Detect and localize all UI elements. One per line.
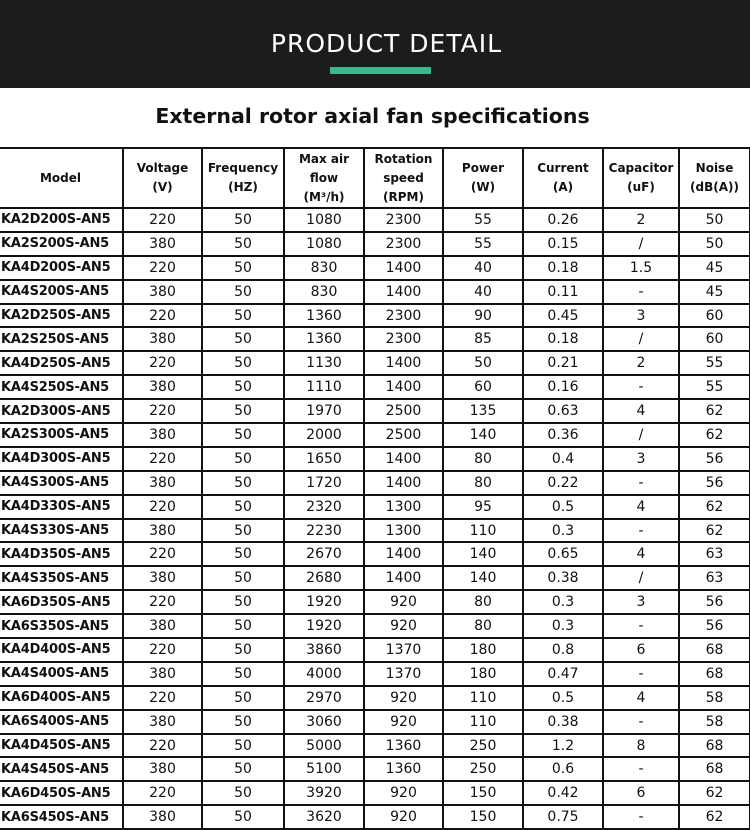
cell-power: 90 (443, 304, 523, 328)
cell-rotation-speed: 1400 (364, 375, 443, 399)
cell-noise: 68 (679, 734, 750, 758)
cell-rotation-speed: 1400 (364, 447, 443, 471)
cell-max-air-flow: 2320 (284, 495, 364, 519)
cell-rotation-speed: 1370 (364, 662, 443, 686)
cell-frequency: 50 (202, 232, 284, 256)
cell-model: KA4S330S-AN5 (0, 519, 123, 543)
cell-capacitor: - (603, 614, 679, 638)
column-header-line: (V) (152, 180, 173, 194)
cell-rotation-speed: 1400 (364, 542, 443, 566)
cell-capacitor: - (603, 375, 679, 399)
cell-voltage: 220 (123, 495, 202, 519)
table-row (0, 662, 750, 686)
cell-capacitor: / (603, 232, 679, 256)
cell-current: 0.36 (523, 423, 603, 447)
cell-frequency: 50 (202, 256, 284, 280)
cell-noise: 62 (679, 519, 750, 543)
table-row (0, 590, 750, 614)
cell-current: 0.6 (523, 757, 603, 781)
cell-capacitor: 3 (603, 590, 679, 614)
cell-voltage: 380 (123, 232, 202, 256)
cell-rotation-speed: 1300 (364, 519, 443, 543)
cell-max-air-flow: 1920 (284, 614, 364, 638)
table-row (0, 351, 750, 375)
spec-table (0, 147, 750, 830)
cell-frequency: 50 (202, 734, 284, 758)
cell-noise: 58 (679, 686, 750, 710)
cell-frequency: 50 (202, 519, 284, 543)
cell-current: 0.42 (523, 781, 603, 805)
column-header-line: Noise (695, 161, 734, 175)
column-header-line: (W) (470, 180, 496, 194)
cell-noise: 63 (679, 566, 750, 590)
cell-noise: 56 (679, 471, 750, 495)
cell-max-air-flow: 2000 (284, 423, 364, 447)
column-header-line: (dB(A)) (690, 180, 739, 194)
cell-capacitor: 2 (603, 351, 679, 375)
cell-capacitor: / (603, 566, 679, 590)
cell-model: KA4D300S-AN5 (0, 447, 123, 471)
cell-max-air-flow: 1360 (284, 304, 364, 328)
cell-power: 80 (443, 614, 523, 638)
cell-power: 140 (443, 542, 523, 566)
cell-power: 110 (443, 686, 523, 710)
cell-noise: 62 (679, 781, 750, 805)
cell-max-air-flow: 1080 (284, 232, 364, 256)
cell-current: 0.18 (523, 327, 603, 351)
column-header-line: Current (537, 161, 589, 175)
cell-capacitor: 4 (603, 686, 679, 710)
column-header-line: Max air flow (298, 151, 350, 185)
cell-noise: 68 (679, 662, 750, 686)
cell-noise: 45 (679, 256, 750, 280)
cell-frequency: 50 (202, 710, 284, 734)
cell-noise: 50 (679, 208, 750, 232)
cell-max-air-flow: 1650 (284, 447, 364, 471)
cell-frequency: 50 (202, 399, 284, 423)
cell-rotation-speed: 1400 (364, 566, 443, 590)
cell-voltage: 380 (123, 471, 202, 495)
table-row (0, 757, 750, 781)
cell-capacitor: / (603, 327, 679, 351)
cell-current: 0.8 (523, 638, 603, 662)
cell-current: 0.15 (523, 232, 603, 256)
cell-power: 95 (443, 495, 523, 519)
cell-current: 1.2 (523, 734, 603, 758)
column-header-line: (RPM) (383, 189, 424, 204)
cell-current: 0.4 (523, 447, 603, 471)
cell-capacitor: - (603, 662, 679, 686)
cell-noise: 68 (679, 757, 750, 781)
cell-rotation-speed: 2500 (364, 423, 443, 447)
cell-voltage: 380 (123, 423, 202, 447)
cell-frequency: 50 (202, 566, 284, 590)
cell-frequency: 50 (202, 542, 284, 566)
table-row (0, 519, 750, 543)
cell-power: 60 (443, 375, 523, 399)
cell-voltage: 380 (123, 662, 202, 686)
cell-current: 0.16 (523, 375, 603, 399)
cell-voltage: 220 (123, 256, 202, 280)
cell-frequency: 50 (202, 781, 284, 805)
cell-voltage: 380 (123, 280, 202, 304)
cell-voltage: 220 (123, 447, 202, 471)
table-row (0, 686, 750, 710)
cell-frequency: 50 (202, 662, 284, 686)
cell-voltage: 220 (123, 351, 202, 375)
cell-voltage: 220 (123, 781, 202, 805)
cell-noise: 45 (679, 280, 750, 304)
cell-max-air-flow: 1110 (284, 375, 364, 399)
cell-voltage: 220 (123, 304, 202, 328)
cell-rotation-speed: 1400 (364, 471, 443, 495)
cell-noise: 55 (679, 375, 750, 399)
cell-capacitor: - (603, 757, 679, 781)
cell-capacitor: 3 (603, 304, 679, 328)
table-row (0, 495, 750, 519)
cell-voltage: 220 (123, 734, 202, 758)
cell-rotation-speed: 1300 (364, 495, 443, 519)
cell-rotation-speed: 920 (364, 805, 443, 829)
cell-rotation-speed: 920 (364, 590, 443, 614)
cell-current: 0.47 (523, 662, 603, 686)
cell-voltage: 380 (123, 805, 202, 829)
cell-model: KA4D400S-AN5 (0, 638, 123, 662)
column-header-line: Rotation (374, 151, 433, 166)
cell-max-air-flow: 2230 (284, 519, 364, 543)
cell-model: KA6D400S-AN5 (0, 686, 123, 710)
cell-current: 0.65 (523, 542, 603, 566)
cell-max-air-flow: 1920 (284, 590, 364, 614)
table-row (0, 805, 750, 829)
cell-capacitor: 8 (603, 734, 679, 758)
cell-capacitor: - (603, 805, 679, 829)
cell-noise: 58 (679, 710, 750, 734)
cell-power: 110 (443, 710, 523, 734)
cell-noise: 56 (679, 614, 750, 638)
cell-voltage: 380 (123, 327, 202, 351)
cell-model: KA4D250S-AN5 (0, 351, 123, 375)
cell-capacitor: 1.5 (603, 256, 679, 280)
cell-capacitor: 4 (603, 495, 679, 519)
cell-power: 80 (443, 471, 523, 495)
cell-max-air-flow: 2680 (284, 566, 364, 590)
column-header-line: (M³/h) (303, 189, 345, 204)
table-body (0, 208, 750, 829)
column-header-max-air-flow (284, 148, 364, 208)
column-header-line: speed (383, 170, 424, 185)
table-header-row (0, 148, 750, 208)
cell-frequency: 50 (202, 614, 284, 638)
cell-model: KA6S450S-AN5 (0, 805, 123, 829)
cell-model: KA4D330S-AN5 (0, 495, 123, 519)
cell-power: 150 (443, 781, 523, 805)
cell-current: 0.75 (523, 805, 603, 829)
cell-max-air-flow: 3620 (284, 805, 364, 829)
header-banner (0, 0, 750, 88)
cell-power: 55 (443, 232, 523, 256)
cell-max-air-flow: 3920 (284, 781, 364, 805)
table-row (0, 447, 750, 471)
cell-current: 0.22 (523, 471, 603, 495)
cell-power: 50 (443, 351, 523, 375)
cell-noise: 55 (679, 351, 750, 375)
cell-power: 110 (443, 519, 523, 543)
cell-frequency: 50 (202, 375, 284, 399)
column-header-line: Frequency (207, 161, 279, 175)
cell-power: 40 (443, 256, 523, 280)
cell-noise: 63 (679, 542, 750, 566)
cell-current: 0.3 (523, 614, 603, 638)
cell-max-air-flow: 1720 (284, 471, 364, 495)
cell-voltage: 220 (123, 542, 202, 566)
cell-model: KA4S450S-AN5 (0, 757, 123, 781)
column-header-voltage (123, 148, 202, 208)
cell-rotation-speed: 2500 (364, 399, 443, 423)
table-row (0, 232, 750, 256)
cell-capacitor: - (603, 471, 679, 495)
cell-max-air-flow: 3060 (284, 710, 364, 734)
table-row (0, 399, 750, 423)
cell-rotation-speed: 2300 (364, 232, 443, 256)
cell-current: 0.3 (523, 519, 603, 543)
cell-current: 0.21 (523, 351, 603, 375)
cell-noise: 56 (679, 447, 750, 471)
cell-current: 0.38 (523, 710, 603, 734)
cell-max-air-flow: 2670 (284, 542, 364, 566)
column-header-model (0, 148, 123, 208)
cell-model: KA4S200S-AN5 (0, 280, 123, 304)
column-header-line: Power (461, 161, 505, 175)
cell-model: KA6S350S-AN5 (0, 614, 123, 638)
cell-model: KA6S400S-AN5 (0, 710, 123, 734)
cell-rotation-speed: 1400 (364, 256, 443, 280)
cell-rotation-speed: 1400 (364, 351, 443, 375)
cell-power: 180 (443, 662, 523, 686)
cell-rotation-speed: 2300 (364, 327, 443, 351)
accent-underline (330, 67, 431, 74)
cell-power: 135 (443, 399, 523, 423)
cell-frequency: 50 (202, 208, 284, 232)
table-row (0, 710, 750, 734)
cell-capacitor: 2 (603, 208, 679, 232)
cell-capacitor: - (603, 710, 679, 734)
table-row (0, 734, 750, 758)
cell-frequency: 50 (202, 351, 284, 375)
cell-capacitor: 6 (603, 638, 679, 662)
cell-power: 150 (443, 805, 523, 829)
cell-frequency: 50 (202, 805, 284, 829)
cell-max-air-flow: 830 (284, 256, 364, 280)
cell-current: 0.11 (523, 280, 603, 304)
cell-current: 0.45 (523, 304, 603, 328)
column-header-line: Capacitor (608, 161, 674, 175)
cell-frequency: 50 (202, 423, 284, 447)
table-row (0, 471, 750, 495)
table-row (0, 375, 750, 399)
cell-capacitor: / (603, 423, 679, 447)
cell-rotation-speed: 920 (364, 781, 443, 805)
cell-current: 0.26 (523, 208, 603, 232)
cell-current: 0.5 (523, 686, 603, 710)
cell-model: KA4D450S-AN5 (0, 734, 123, 758)
column-header-capacitor (603, 148, 679, 208)
cell-current: 0.18 (523, 256, 603, 280)
cell-power: 140 (443, 566, 523, 590)
cell-noise: 62 (679, 423, 750, 447)
cell-frequency: 50 (202, 304, 284, 328)
cell-voltage: 380 (123, 614, 202, 638)
cell-noise: 62 (679, 495, 750, 519)
cell-rotation-speed: 920 (364, 710, 443, 734)
cell-max-air-flow: 3860 (284, 638, 364, 662)
cell-max-air-flow: 830 (284, 280, 364, 304)
cell-current: 0.5 (523, 495, 603, 519)
cell-voltage: 220 (123, 208, 202, 232)
table-row (0, 781, 750, 805)
cell-model: KA2D250S-AN5 (0, 304, 123, 328)
cell-model: KA2D200S-AN5 (0, 208, 123, 232)
cell-current: 0.38 (523, 566, 603, 590)
cell-current: 0.3 (523, 590, 603, 614)
column-header-power (443, 148, 523, 208)
cell-max-air-flow: 5000 (284, 734, 364, 758)
table-row (0, 566, 750, 590)
column-header-line: Model (39, 170, 82, 185)
cell-voltage: 380 (123, 710, 202, 734)
cell-rotation-speed: 920 (364, 614, 443, 638)
cell-voltage: 380 (123, 566, 202, 590)
cell-frequency: 50 (202, 757, 284, 781)
cell-max-air-flow: 1360 (284, 327, 364, 351)
cell-model: KA4S250S-AN5 (0, 375, 123, 399)
cell-frequency: 50 (202, 471, 284, 495)
cell-model: KA2S200S-AN5 (0, 232, 123, 256)
cell-max-air-flow: 2970 (284, 686, 364, 710)
cell-capacitor: - (603, 519, 679, 543)
cell-frequency: 50 (202, 590, 284, 614)
cell-model: KA4S400S-AN5 (0, 662, 123, 686)
cell-noise: 62 (679, 805, 750, 829)
cell-model: KA4D200S-AN5 (0, 256, 123, 280)
cell-rotation-speed: 920 (364, 686, 443, 710)
cell-model: KA2D300S-AN5 (0, 399, 123, 423)
cell-model: KA4D350S-AN5 (0, 542, 123, 566)
column-header-noise (679, 148, 750, 208)
cell-capacitor: 3 (603, 447, 679, 471)
cell-model: KA2S300S-AN5 (0, 423, 123, 447)
cell-frequency: 50 (202, 280, 284, 304)
cell-capacitor: 4 (603, 542, 679, 566)
cell-power: 140 (443, 423, 523, 447)
table-row (0, 256, 750, 280)
cell-noise: 68 (679, 638, 750, 662)
table-row (0, 280, 750, 304)
cell-voltage: 220 (123, 638, 202, 662)
column-header-frequency (202, 148, 284, 208)
cell-voltage: 380 (123, 519, 202, 543)
table-row (0, 304, 750, 328)
cell-max-air-flow: 1970 (284, 399, 364, 423)
cell-noise: 60 (679, 327, 750, 351)
cell-noise: 60 (679, 304, 750, 328)
cell-power: 40 (443, 280, 523, 304)
column-header-current (523, 148, 603, 208)
cell-model: KA6D350S-AN5 (0, 590, 123, 614)
cell-max-air-flow: 1080 (284, 208, 364, 232)
table-row (0, 423, 750, 447)
cell-power: 250 (443, 757, 523, 781)
cell-model: KA2S250S-AN5 (0, 327, 123, 351)
cell-frequency: 50 (202, 638, 284, 662)
cell-frequency: 50 (202, 495, 284, 519)
cell-voltage: 220 (123, 590, 202, 614)
spec-title: External rotor axial fan specifications (155, 104, 590, 128)
cell-voltage: 220 (123, 399, 202, 423)
table-row (0, 638, 750, 662)
cell-voltage: 220 (123, 686, 202, 710)
banner-title: PRODUCT DETAIL (270, 29, 503, 58)
cell-power: 85 (443, 327, 523, 351)
cell-noise: 56 (679, 590, 750, 614)
cell-capacitor: - (603, 280, 679, 304)
cell-power: 80 (443, 447, 523, 471)
table-row (0, 614, 750, 638)
cell-rotation-speed: 1370 (364, 638, 443, 662)
cell-rotation-speed: 2300 (364, 208, 443, 232)
column-header-line: (uF) (627, 180, 655, 194)
cell-power: 250 (443, 734, 523, 758)
column-header-line: (HZ) (228, 180, 258, 194)
cell-capacitor: 6 (603, 781, 679, 805)
cell-noise: 50 (679, 232, 750, 256)
column-header-line: Voltage (136, 161, 189, 175)
cell-capacitor: 4 (603, 399, 679, 423)
cell-rotation-speed: 1360 (364, 734, 443, 758)
cell-max-air-flow: 5100 (284, 757, 364, 781)
cell-power: 55 (443, 208, 523, 232)
cell-frequency: 50 (202, 327, 284, 351)
cell-model: KA6D450S-AN5 (0, 781, 123, 805)
cell-max-air-flow: 1130 (284, 351, 364, 375)
cell-voltage: 380 (123, 757, 202, 781)
cell-current: 0.63 (523, 399, 603, 423)
cell-max-air-flow: 4000 (284, 662, 364, 686)
cell-power: 180 (443, 638, 523, 662)
cell-model: KA4S350S-AN5 (0, 566, 123, 590)
cell-rotation-speed: 1400 (364, 280, 443, 304)
cell-frequency: 50 (202, 686, 284, 710)
cell-noise: 62 (679, 399, 750, 423)
column-header-rotation-speed (364, 148, 443, 208)
cell-frequency: 50 (202, 447, 284, 471)
table-row (0, 542, 750, 566)
column-header-line: (A) (552, 180, 574, 194)
cell-power: 80 (443, 590, 523, 614)
table-row (0, 208, 750, 232)
table-row (0, 327, 750, 351)
cell-rotation-speed: 1360 (364, 757, 443, 781)
cell-model: KA4S300S-AN5 (0, 471, 123, 495)
cell-voltage: 380 (123, 375, 202, 399)
cell-rotation-speed: 2300 (364, 304, 443, 328)
